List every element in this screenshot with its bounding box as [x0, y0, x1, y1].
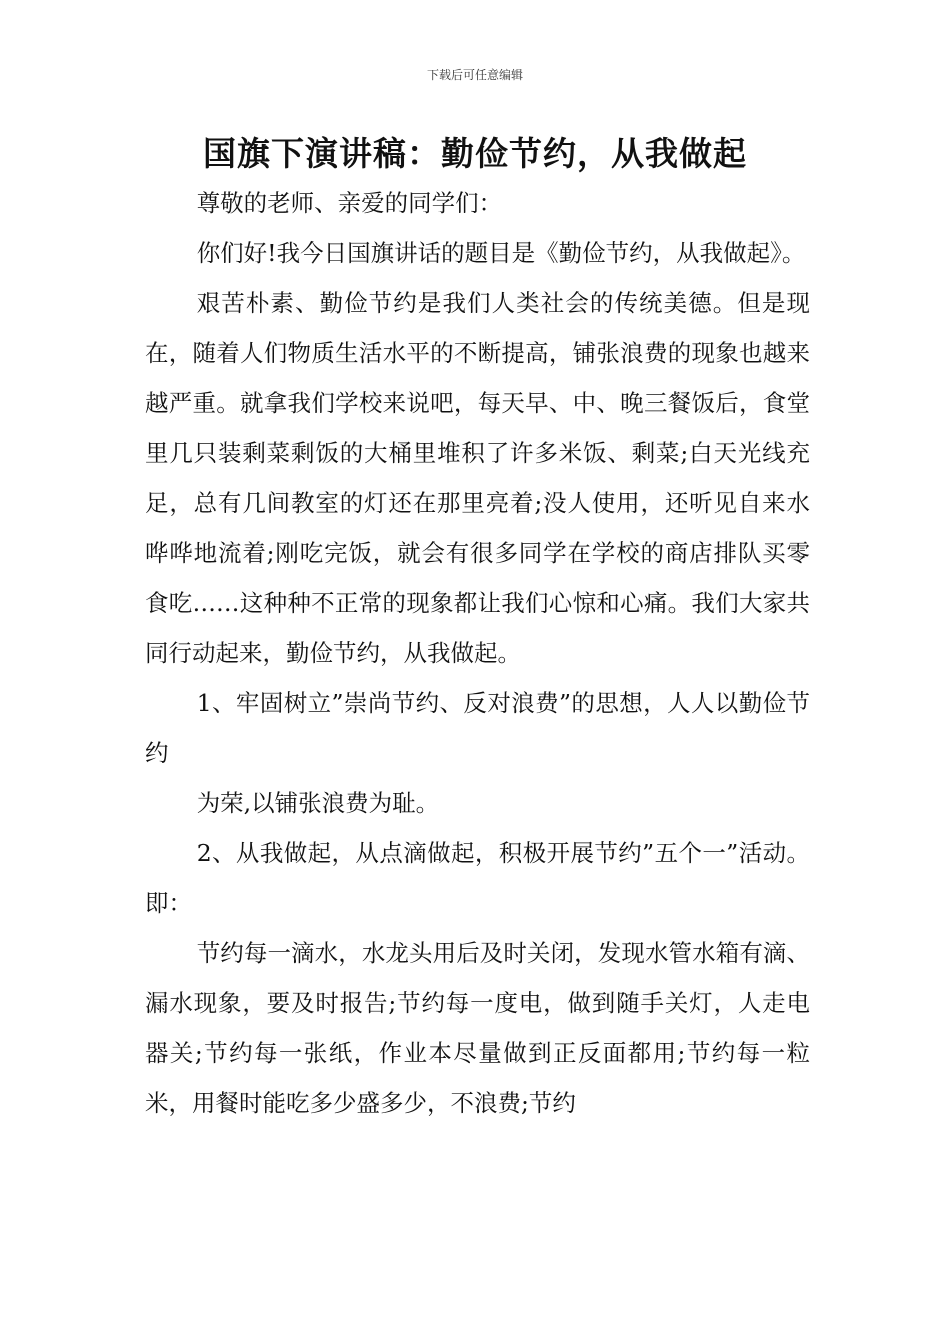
- paragraph-point-2: 2、从我做起，从点滴做起，积极开展节约”五个一”活动。即：: [145, 839, 810, 917]
- document-body: [145, 178, 810, 1128]
- paragraph-main: 艰苦朴素、勤俭节约是我们人类社会的传统美德。但是现在，随着人们物质生活水平的不断提高，铺张浪费的现象也越来越严重。就拿我们学校来说吧，每天早、中、晚三餐饭后，食堂里几只装剩菜剩饭的大桶里堆积了许多米饭、剩菜;白天光线充足，总有几间教室的灯还在那里亮着;没人使用，还听见自来水哗哗地流着;刚吃完饭，就会有很多同学在学校的商店排队买零食吃……这种种不正常的现象都让我们心惊和心痛。我们大家共同行动起来，勤俭节约，从我做起。: [145, 289, 810, 667]
- paragraph-greeting: 尊敬的老师、亲爱的同学们：: [196, 189, 503, 217]
- header-note: 下载后可任意编辑: [426, 68, 523, 82]
- paragraph-point-1: 1、牢固树立”崇尚节约、反对浪费”的思想，人人以勤俭节约: [145, 689, 810, 767]
- paragraph-details: 节约每一滴水，水龙头用后及时关闭，发现水管水箱有滴、漏水现象，要及时报告;节约每一度电，做到随手关灯，人走电器关;节约每一张纸，作业本尽量做到正反面都用;节约每一粒米，用餐时能吃多少盛多少，不浪费;节约: [145, 939, 810, 1117]
- document-title: 国旗下演讲稿：勤俭节约，从我做起: [203, 134, 747, 173]
- paragraph-intro: 你们好!我今日国旗讲话的题目是《勤俭节约，从我做起》。: [196, 239, 806, 267]
- paragraph-point-1-cont: 为荣,以铺张浪费为耻。: [196, 789, 440, 817]
